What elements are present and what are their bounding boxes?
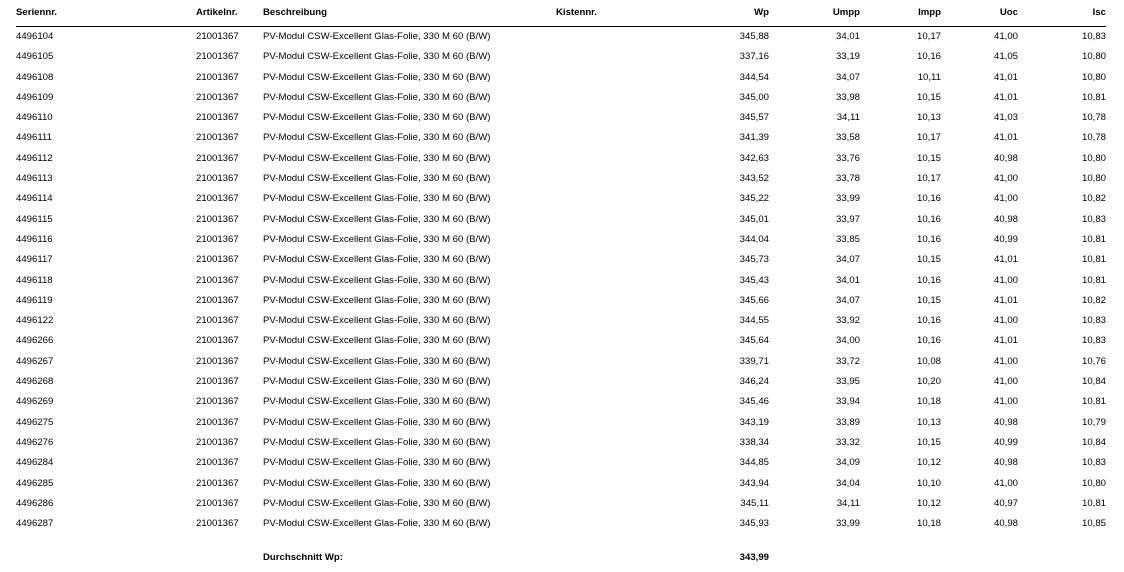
cell-box <box>556 27 666 48</box>
cell-article: 21001367 <box>196 31 239 42</box>
cell-uoc: 41,03 <box>993 112 1018 124</box>
cell-impp: 10,11 <box>917 71 941 83</box>
cell-isc: 10,83 <box>1081 31 1106 42</box>
cell-umpp: 33,97 <box>835 213 860 225</box>
cell-article: 21001367 <box>196 497 239 509</box>
cell-impp: 10,16 <box>916 213 941 225</box>
cell-wp: 341,39 <box>739 132 769 144</box>
cell-wp: 345,57 <box>739 112 769 124</box>
cell-box <box>556 88 666 108</box>
table-row <box>16 27 1106 48</box>
cell-wp: 345,88 <box>739 31 769 42</box>
cell-isc: 10,78 <box>1081 112 1106 124</box>
cell-impp: 10,16 <box>916 233 941 245</box>
cell-uoc: 40,98 <box>993 518 1018 530</box>
cell-serial: 4496116 <box>16 233 53 245</box>
cell-serial: 4496122 <box>16 315 54 327</box>
cell-serial: 4496286 <box>16 497 54 509</box>
cell-box <box>556 352 666 372</box>
cell-impp: 10,16 <box>916 274 941 286</box>
cell-uoc: 40,98 <box>993 416 1018 428</box>
cell-wp: 345,11 <box>740 497 769 509</box>
cell-description: PV-Modul CSW-Excellent Glas-Folie, 330 M 60 (B/W) <box>263 112 491 124</box>
cell-article: 21001367 <box>196 436 239 448</box>
cell-umpp: 33,98 <box>835 91 860 103</box>
table-row <box>16 250 1106 270</box>
table-row <box>16 494 1106 514</box>
cell-isc: 10,82 <box>1081 193 1106 205</box>
header-umpp: Umpp <box>769 0 860 27</box>
cell-article: 21001367 <box>196 315 239 327</box>
header-article: Artikelnr. <box>196 0 263 27</box>
cell-isc: 10,81 <box>1081 91 1106 103</box>
cell-uoc: 41,00 <box>993 193 1018 205</box>
cell-serial: 4496110 <box>16 112 53 124</box>
cell-serial: 4496267 <box>16 355 54 367</box>
cell-serial: 4496269 <box>16 396 54 408</box>
header-isc: Isc <box>1018 0 1106 27</box>
cell-article: 21001367 <box>196 376 239 388</box>
cell-box <box>556 331 666 351</box>
cell-description: PV-Modul CSW-Excellent Glas-Folie, 330 M 60 (B/W) <box>263 193 491 205</box>
cell-article: 21001367 <box>196 132 239 144</box>
cell-uoc: 40,98 <box>993 152 1018 164</box>
cell-impp: 10,15 <box>916 152 941 164</box>
cell-box <box>556 433 666 453</box>
cell-serial: 4496119 <box>16 294 53 306</box>
cell-box <box>556 169 666 189</box>
cell-uoc: 40,98 <box>993 457 1018 469</box>
table-row <box>16 47 1106 67</box>
cell-box <box>556 271 666 291</box>
table-row <box>16 352 1106 372</box>
cell-impp: 10,15 <box>916 91 941 103</box>
cell-umpp: 33,72 <box>835 355 860 367</box>
cell-description: PV-Modul CSW-Excellent Glas-Folie, 330 M 60 (B/W) <box>263 497 491 509</box>
cell-description: PV-Modul CSW-Excellent Glas-Folie, 330 M 60 (B/W) <box>263 274 491 286</box>
cell-wp: 338,34 <box>739 436 769 448</box>
cell-wp: 344,85 <box>739 457 769 469</box>
cell-isc: 10,80 <box>1081 71 1106 83</box>
cell-isc: 10,80 <box>1081 51 1106 63</box>
cell-article: 21001367 <box>196 112 239 124</box>
cell-box <box>556 514 666 534</box>
cell-uoc: 41,01 <box>993 335 1018 347</box>
cell-serial: 4496115 <box>16 213 53 225</box>
cell-wp: 339,71 <box>739 355 769 367</box>
cell-impp: 10,15 <box>916 254 941 266</box>
cell-serial: 4496112 <box>16 152 53 164</box>
cell-wp: 344,54 <box>739 71 769 83</box>
table-row <box>16 88 1106 108</box>
cell-umpp: 34,01 <box>835 31 860 42</box>
cell-box <box>556 494 666 514</box>
cell-isc: 10,83 <box>1081 335 1106 347</box>
cell-wp: 345,01 <box>739 213 769 225</box>
cell-impp: 10,18 <box>916 396 941 408</box>
cell-article: 21001367 <box>196 294 239 306</box>
cell-impp: 10,12 <box>916 457 941 469</box>
cell-uoc: 41,05 <box>993 51 1018 63</box>
cell-umpp: 34,07 <box>835 254 860 266</box>
cell-uoc: 41,01 <box>993 294 1018 306</box>
cell-box <box>556 474 666 494</box>
cell-isc: 10,83 <box>1081 315 1106 327</box>
table-row <box>16 169 1106 189</box>
table-row <box>16 474 1106 494</box>
cell-description: PV-Modul CSW-Excellent Glas-Folie, 330 M 60 (B/W) <box>263 335 491 347</box>
table-header-row <box>16 0 1106 27</box>
cell-wp: 345,64 <box>739 335 769 347</box>
cell-isc: 10,81 <box>1081 274 1106 286</box>
cell-serial: 4496266 <box>16 335 54 347</box>
cell-isc: 10,78 <box>1081 132 1106 144</box>
cell-impp: 10,15 <box>916 294 941 306</box>
cell-description: PV-Modul CSW-Excellent Glas-Folie, 330 M 60 (B/W) <box>263 294 491 306</box>
cell-article: 21001367 <box>196 173 239 185</box>
cell-umpp: 33,19 <box>835 51 860 63</box>
cell-article: 21001367 <box>196 457 239 469</box>
cell-serial: 4496118 <box>16 274 53 286</box>
table-row <box>16 149 1106 169</box>
table-row <box>16 210 1106 230</box>
cell-uoc: 41,01 <box>993 254 1018 266</box>
cell-box <box>556 149 666 169</box>
cell-umpp: 34,07 <box>835 71 860 83</box>
cell-impp: 10,16 <box>916 51 941 63</box>
cell-uoc: 41,00 <box>993 173 1018 185</box>
cell-article: 21001367 <box>196 335 239 347</box>
cell-umpp: 33,94 <box>835 396 860 408</box>
cell-wp: 343,94 <box>739 477 769 489</box>
header-impp: Impp <box>860 0 941 27</box>
cell-uoc: 41,00 <box>993 376 1018 388</box>
cell-uoc: 41,00 <box>993 396 1018 408</box>
cell-umpp: 33,89 <box>835 416 860 428</box>
table-body <box>16 27 1106 535</box>
cell-box <box>556 230 666 250</box>
table-row <box>16 514 1106 534</box>
cell-umpp: 34,11 <box>836 112 860 124</box>
cell-umpp: 33,99 <box>835 193 860 205</box>
cell-article: 21001367 <box>196 518 239 530</box>
cell-uoc: 41,00 <box>993 477 1018 489</box>
cell-isc: 10,81 <box>1081 396 1106 408</box>
cell-serial: 4496109 <box>16 91 54 103</box>
cell-isc: 10,83 <box>1081 213 1106 225</box>
cell-serial: 4496111 <box>16 132 52 144</box>
cell-serial: 4496285 <box>16 477 54 489</box>
average-wp-label: Durchschnitt Wp: <box>263 552 343 563</box>
cell-impp: 10,16 <box>916 335 941 347</box>
cell-description: PV-Modul CSW-Excellent Glas-Folie, 330 M 60 (B/W) <box>263 436 491 448</box>
cell-uoc: 41,01 <box>993 132 1018 144</box>
cell-uoc: 40,99 <box>993 436 1018 448</box>
cell-wp: 342,63 <box>739 152 769 164</box>
cell-serial: 4496105 <box>16 51 54 63</box>
cell-box <box>556 453 666 473</box>
cell-umpp: 33,78 <box>835 173 860 185</box>
cell-description: PV-Modul CSW-Excellent Glas-Folie, 330 M 60 (B/W) <box>263 173 491 185</box>
cell-box <box>556 413 666 433</box>
cell-serial: 4496275 <box>16 416 54 428</box>
table-row <box>16 311 1106 331</box>
header-wp: Wp <box>666 0 769 27</box>
cell-article: 21001367 <box>196 152 239 164</box>
table-row <box>16 68 1106 88</box>
cell-umpp: 33,95 <box>835 376 860 388</box>
table-row <box>16 271 1106 291</box>
cell-serial: 4496287 <box>16 518 54 530</box>
cell-isc: 10,81 <box>1081 254 1106 266</box>
cell-umpp: 34,04 <box>835 477 860 489</box>
cell-impp: 10,13 <box>916 416 941 428</box>
average-wp-value: 343,99 <box>739 552 769 563</box>
cell-article: 21001367 <box>196 274 239 286</box>
cell-serial: 4496104 <box>16 31 54 42</box>
cell-article: 21001367 <box>196 416 239 428</box>
cell-box <box>556 392 666 412</box>
table-row <box>16 291 1106 311</box>
cell-article: 21001367 <box>196 355 239 367</box>
cell-box <box>556 189 666 209</box>
cell-wp: 345,46 <box>739 396 769 408</box>
cell-isc: 10,85 <box>1081 518 1106 530</box>
cell-serial: 4496114 <box>16 193 53 205</box>
cell-description: PV-Modul CSW-Excellent Glas-Folie, 330 M 60 (B/W) <box>263 396 491 408</box>
cell-box <box>556 210 666 230</box>
cell-isc: 10,80 <box>1081 173 1106 185</box>
cell-description: PV-Modul CSW-Excellent Glas-Folie, 330 M 60 (B/W) <box>263 91 491 103</box>
cell-description: PV-Modul CSW-Excellent Glas-Folie, 330 M 60 (B/W) <box>263 416 491 428</box>
cell-serial: 4496113 <box>16 173 53 185</box>
cell-uoc: 40,97 <box>993 497 1018 509</box>
cell-serial: 4496268 <box>16 376 54 388</box>
cell-article: 21001367 <box>196 193 239 205</box>
cell-isc: 10,81 <box>1081 233 1106 245</box>
cell-impp: 10,17 <box>916 31 941 42</box>
cell-impp: 10,17 <box>916 173 941 185</box>
cell-description: PV-Modul CSW-Excellent Glas-Folie, 330 M 60 (B/W) <box>263 355 491 367</box>
cell-description: PV-Modul CSW-Excellent Glas-Folie, 330 M 60 (B/W) <box>263 376 491 388</box>
table-row <box>16 108 1106 128</box>
cell-description: PV-Modul CSW-Excellent Glas-Folie, 330 M 60 (B/W) <box>263 132 491 144</box>
module-list-sheet <box>16 0 1106 534</box>
cell-description: PV-Modul CSW-Excellent Glas-Folie, 330 M 60 (B/W) <box>263 233 491 245</box>
cell-impp: 10,16 <box>916 315 941 327</box>
cell-wp: 344,55 <box>739 315 769 327</box>
cell-article: 21001367 <box>196 91 239 103</box>
cell-serial: 4496117 <box>16 254 53 266</box>
cell-description: PV-Modul CSW-Excellent Glas-Folie, 330 M 60 (B/W) <box>263 31 491 42</box>
cell-wp: 345,73 <box>739 254 769 266</box>
cell-description: PV-Modul CSW-Excellent Glas-Folie, 330 M 60 (B/W) <box>263 152 491 164</box>
cell-umpp: 33,32 <box>835 436 860 448</box>
cell-isc: 10,80 <box>1081 477 1106 489</box>
cell-wp: 346,24 <box>739 376 769 388</box>
cell-uoc: 41,00 <box>993 315 1018 327</box>
cell-umpp: 34,01 <box>835 274 860 286</box>
cell-impp: 10,15 <box>916 436 941 448</box>
cell-umpp: 34,00 <box>835 335 860 347</box>
cell-uoc: 41,00 <box>993 31 1018 42</box>
cell-isc: 10,84 <box>1081 376 1106 388</box>
cell-impp: 10,20 <box>916 376 941 388</box>
cell-isc: 10,79 <box>1081 416 1106 428</box>
header-box: Kistennr. <box>556 0 666 27</box>
cell-impp: 10,18 <box>916 518 941 530</box>
cell-impp: 10,13 <box>916 112 941 124</box>
cell-wp: 345,22 <box>739 193 769 205</box>
cell-umpp: 34,11 <box>836 497 860 509</box>
cell-description: PV-Modul CSW-Excellent Glas-Folie, 330 M 60 (B/W) <box>263 51 491 63</box>
cell-box <box>556 128 666 148</box>
cell-impp: 10,17 <box>916 132 941 144</box>
cell-description: PV-Modul CSW-Excellent Glas-Folie, 330 M 60 (B/W) <box>263 477 491 489</box>
cell-serial: 4496108 <box>16 71 54 83</box>
cell-description: PV-Modul CSW-Excellent Glas-Folie, 330 M 60 (B/W) <box>263 518 491 530</box>
cell-wp: 337,16 <box>739 51 769 63</box>
cell-uoc: 40,99 <box>993 233 1018 245</box>
cell-box <box>556 47 666 67</box>
cell-impp: 10,12 <box>916 497 941 509</box>
header-serial: Seriennr. <box>16 0 196 27</box>
cell-isc: 10,76 <box>1081 355 1106 367</box>
cell-uoc: 41,01 <box>993 91 1018 103</box>
cell-description: PV-Modul CSW-Excellent Glas-Folie, 330 M 60 (B/W) <box>263 71 491 83</box>
cell-impp: 10,10 <box>916 477 941 489</box>
cell-uoc: 41,00 <box>993 274 1018 286</box>
cell-isc: 10,80 <box>1081 152 1106 164</box>
cell-umpp: 33,99 <box>835 518 860 530</box>
cell-description: PV-Modul CSW-Excellent Glas-Folie, 330 M 60 (B/W) <box>263 254 491 266</box>
cell-wp: 343,52 <box>739 173 769 185</box>
cell-umpp: 33,85 <box>835 233 860 245</box>
cell-umpp: 33,92 <box>835 315 860 327</box>
table-row <box>16 372 1106 392</box>
cell-box <box>556 250 666 270</box>
cell-uoc: 40,98 <box>993 213 1018 225</box>
cell-umpp: 33,58 <box>835 132 860 144</box>
cell-umpp: 34,09 <box>835 457 860 469</box>
cell-isc: 10,81 <box>1081 497 1106 509</box>
cell-article: 21001367 <box>196 477 239 489</box>
table-row <box>16 189 1106 209</box>
cell-article: 21001367 <box>196 71 239 83</box>
cell-article: 21001367 <box>196 233 239 245</box>
cell-impp: 10,16 <box>916 193 941 205</box>
cell-box <box>556 372 666 392</box>
cell-article: 21001367 <box>196 396 239 408</box>
cell-uoc: 41,01 <box>993 71 1018 83</box>
cell-isc: 10,83 <box>1081 457 1106 469</box>
cell-article: 21001367 <box>196 254 239 266</box>
cell-umpp: 33,76 <box>835 152 860 164</box>
table-row <box>16 433 1106 453</box>
cell-serial: 4496276 <box>16 436 54 448</box>
header-description: Beschreibung <box>263 0 556 27</box>
cell-box <box>556 311 666 331</box>
cell-serial: 4496284 <box>16 457 54 469</box>
cell-wp: 345,00 <box>739 91 769 103</box>
table-row <box>16 230 1106 250</box>
table-row <box>16 392 1106 412</box>
module-table <box>16 0 1106 534</box>
cell-description: PV-Modul CSW-Excellent Glas-Folie, 330 M 60 (B/W) <box>263 457 491 469</box>
cell-uoc: 41,00 <box>993 355 1018 367</box>
cell-impp: 10,08 <box>916 355 941 367</box>
cell-article: 21001367 <box>196 51 239 63</box>
cell-isc: 10,84 <box>1081 436 1106 448</box>
cell-wp: 345,66 <box>739 294 769 306</box>
cell-article: 21001367 <box>196 213 239 225</box>
cell-description: PV-Modul CSW-Excellent Glas-Folie, 330 M 60 (B/W) <box>263 213 491 225</box>
cell-isc: 10,82 <box>1081 294 1106 306</box>
cell-box <box>556 291 666 311</box>
table-row <box>16 413 1106 433</box>
cell-wp: 345,43 <box>739 274 769 286</box>
header-uoc: Uoc <box>941 0 1018 27</box>
cell-box <box>556 68 666 88</box>
table-row <box>16 453 1106 473</box>
table-row <box>16 128 1106 148</box>
cell-description: PV-Modul CSW-Excellent Glas-Folie, 330 M 60 (B/W) <box>263 315 491 327</box>
cell-wp: 344,04 <box>739 233 769 245</box>
cell-wp: 345,93 <box>739 518 769 530</box>
cell-box <box>556 108 666 128</box>
cell-umpp: 34,07 <box>835 294 860 306</box>
table-row <box>16 331 1106 351</box>
cell-wp: 343,19 <box>739 416 769 428</box>
